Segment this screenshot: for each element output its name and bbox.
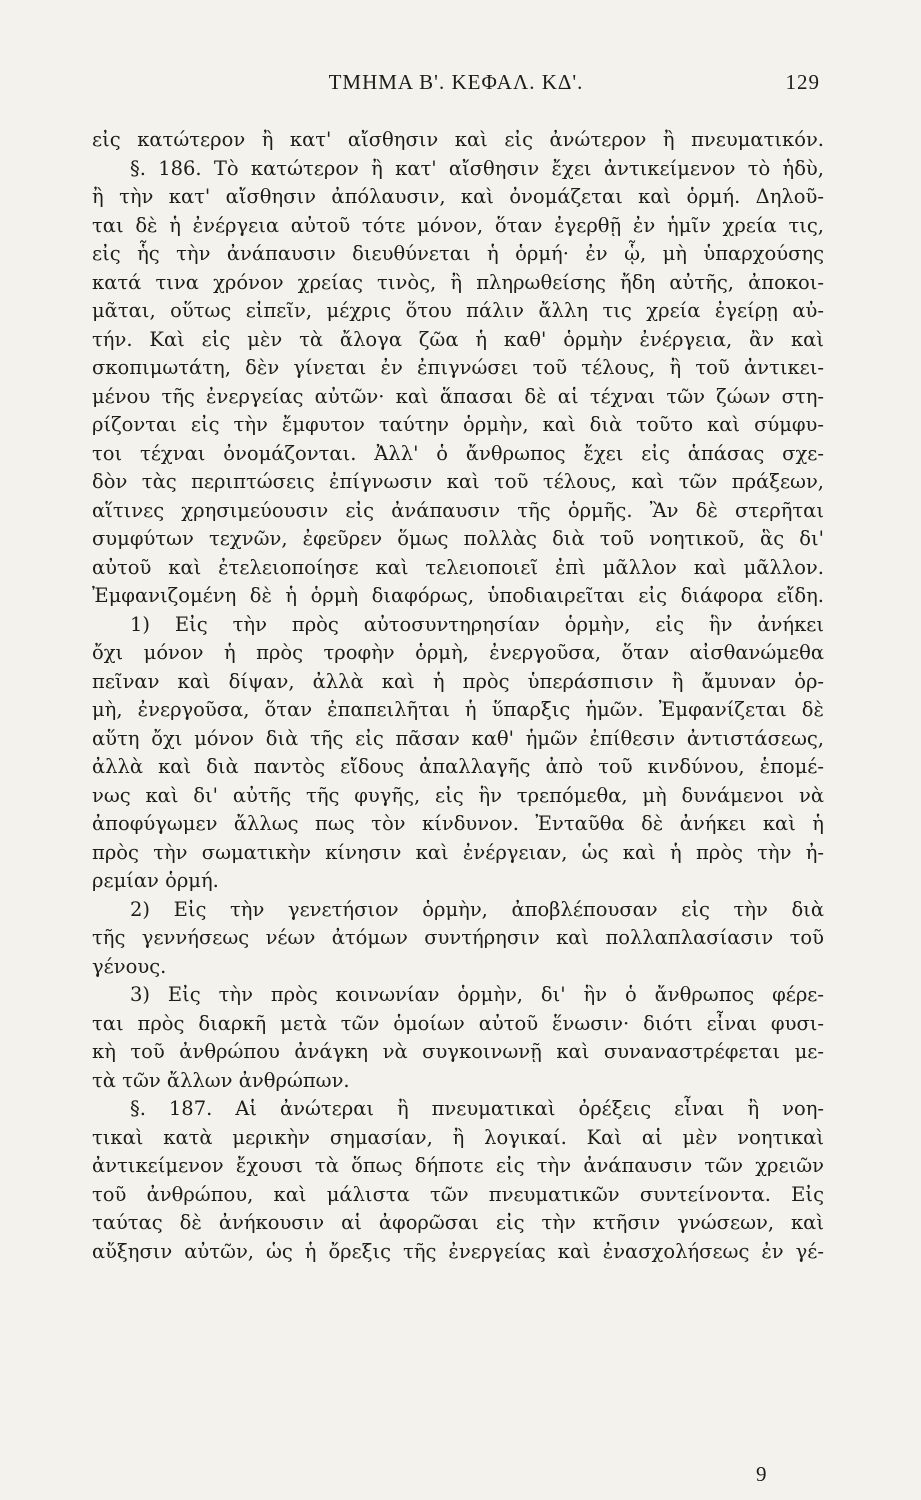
text-line: ἀντικείμενον ἔχουσι τὰ ὅπως δήποτε εἰς τὴν ἀνάπαυσιν τῶν χρειῶν [92,1154,824,1177]
text-line: τοι τέχναι ὀνομάζονται. Ἀλλ' ὁ ἄνθρωπος ἔχει εἰς ἁπάσας σχε- [92,441,824,465]
page-number: 129 [785,70,820,94]
text-line: 1) Εἰς τὴν πρὸς αὐτοσυντηρησίαν ὁρμὴν, εἰς ἣν ἀνήκει [130,612,824,636]
text-line: μένου τῆς ἐνεργείας αὐτῶν· καὶ ἅπασαι δὲ αἱ τέχναι τῶν ζώων στη- [92,384,824,408]
text-line: νως καὶ δι' αὐτῆς τῆς φυγῆς, εἰς ἣν τρεπόμεθα, μὴ δυνάμενοι νὰ [92,783,824,807]
signature-mark: 9 [756,1462,767,1486]
text-line: κὴ τοῦ ἀνθρώπου ἀνάγκη νὰ συγκοινωνῇ καὶ συναναστρέφεται με- [92,1040,824,1063]
text-line: ται δὲ ἡ ἐνέργεια αὐτοῦ τότε μόνον, ὅταν ἐγερθῇ ἐν ἡμῖν χρεία τις, [92,213,824,237]
text-line: Ἐμφανιζομένη δὲ ἡ ὁρμὴ διαφόρως, ὑποδιαιρεῖται εἰς διάφορα εἴδη. [92,584,824,607]
text-line: συμφύτων τεχνῶν, ἐφεῦρεν ὅμως πολλὰς διὰ τοῦ νοητικοῦ, ἃς δι' [92,527,824,550]
text-line: τικαὶ κατὰ μερικὴν σημασίαν, ἢ λογικαί. Καὶ αἱ μὲν νοητικαὶ [92,1125,824,1149]
text-line: κατά τινα χρόνον χρείας τινὸς, ἢ πληρωθείσης ἤδη αὐτῆς, ἀποκοι- [92,270,824,294]
running-title: ΤΜΗΜΑ Β'. ΚΕΦΑΛ. ΚΔ'. [328,70,584,94]
text-line: ἀλλὰ καὶ διὰ παντὸς εἴδους ἀπαλλαγῆς ἀπὸ τοῦ κινδύνου, ἑπομέ- [92,755,824,778]
running-head [92,70,820,100]
text-line: αὔξησιν αὐτῶν, ὡς ἡ ὄρεξις τῆς ἐνεργείας καὶ ἐνασχολήσεως ἐν γέ- [92,1239,824,1263]
text-line: 3) Εἰς τὴν πρὸς κοινωνίαν ὁρμὴν, δι' ἣν ὁ ἄνθρωπος φέρε- [130,983,824,1006]
text-line: ρίζονται εἰς τὴν ἔμφυτον ταύτην ὁρμὴν, καὶ διὰ τοῦτο καὶ σύμφυ- [92,413,824,436]
text-line: πρὸς τὴν σωματικὴν κίνησιν καὶ ἐνέργειαν, ὡς καὶ ἡ πρὸς τὴν ἠ- [92,840,824,864]
text-line: σκοπιμωτάτη, δὲν γίνεται ἐν ἐπιγνώσει τοῦ τέλους, ἢ τοῦ ἀντικει- [92,356,824,379]
text-line: 2) Εἰς τὴν γενετήσιον ὁρμὴν, ἀποβλέπουσαν εἰς τὴν διὰ [130,897,824,921]
text-line: ταύτας δὲ ἀνήκουσιν αἱ ἀφορῶσαι εἰς τὴν κτῆσιν γνώσεων, καὶ [92,1211,824,1234]
text-line: εἰς κατώτερον ἢ κατ' αἴσθησιν καὶ εἰς ἀνώτερον ἢ πνευματικόν. [92,128,824,151]
text-line: §. 186. Τὸ κατώτερον ἢ κατ' αἴσθησιν ἔχει ἀντικείμενον τὸ ἡδὺ, [130,156,824,180]
text-line: μὴ, ἐνεργοῦσα, ὅταν ἐπαπειλῆται ἡ ὕπαρξις ἡμῶν. Ἐμφανίζεται δὲ [92,698,824,721]
text-line: γένους. [92,954,167,978]
text-line: πεῖναν καὶ δίψαν, ἀλλὰ καὶ ἡ πρὸς ὑπεράσπισιν ἢ ἄμυναν ὁρ- [92,669,824,693]
text-line: ρεμίαν ὁρμή. [92,869,219,892]
body-text [92,126,824,1266]
text-line: τοῦ ἀνθρώπου, καὶ μάλιστα τῶν πνευματικῶν συντείνοντα. Εἰς [92,1182,824,1206]
text-line: ὄχι μόνον ἡ πρὸς τροφὴν ὁρμὴ, ἐνεργοῦσα, ὅταν αἰσθανώμεθα [92,641,824,664]
text-line: §. 187. Αἱ ἀνώτεραι ἢ πνευματικαὶ ὀρέξεις εἶναι ἢ νοη- [130,1097,824,1120]
text-line: τῆς γεννήσεως νέων ἀτόμων συντήρησιν καὶ πολλαπλασίασιν τοῦ [92,926,824,949]
text-line: μᾶται, οὕτως εἰπεῖν, μέχρις ὅτου πάλιν ἄλλη τις χρεία ἐγείρῃ αὐ- [92,299,824,322]
text-line: ἢ τὴν κατ' αἴσθησιν ἀπόλαυσιν, καὶ ὀνομάζεται καὶ ὁρμή. Δηλοῦ- [92,185,824,208]
text-line: ται πρὸς διαρκῆ μετὰ τῶν ὁμοίων αὐτοῦ ἕνωσιν· διότι εἶναι φυσι- [92,1011,824,1035]
text-line: εἰς ἧς τὴν ἀνάπαυσιν διευθύνεται ἡ ὁρμή· ἐν ᾧ, μὴ ὑπαρχούσης [92,242,824,265]
text-line: τήν. Καὶ εἰς μὲν τὰ ἄλογα ζῶα ἡ καθ' ὁρμὴν ἐνέργεια, ἂν καὶ [92,327,824,351]
text-line: τὰ τῶν ἄλλων ἀνθρώπων. [92,1068,350,1092]
text-line: αὐτοῦ καὶ ἐτελειοποίησε καὶ τελειοποιεῖ ἐπὶ μᾶλλον καὶ μᾶλλον. [92,555,824,579]
text-line: αὕτη ὄχι μόνον διὰ τῆς εἰς πᾶσαν καθ' ἡμῶν ἐπίθεσιν ἀντιστάσεως, [92,726,824,750]
text-line: ἀποφύγωμεν ἄλλως πως τὸν κίνδυνον. Ἐνταῦθα δὲ ἀνήκει καὶ ἡ [92,812,824,835]
text-line: αἵτινες χρησιμεύουσιν εἰς ἀνάπαυσιν τῆς ὁρμῆς. Ἂν δὲ στερῆται [92,498,824,522]
text-line: δὸν τὰς περιπτώσεις ἐπίγνωσιν καὶ τοῦ τέλους, καὶ τῶν πράξεων, [92,470,824,493]
